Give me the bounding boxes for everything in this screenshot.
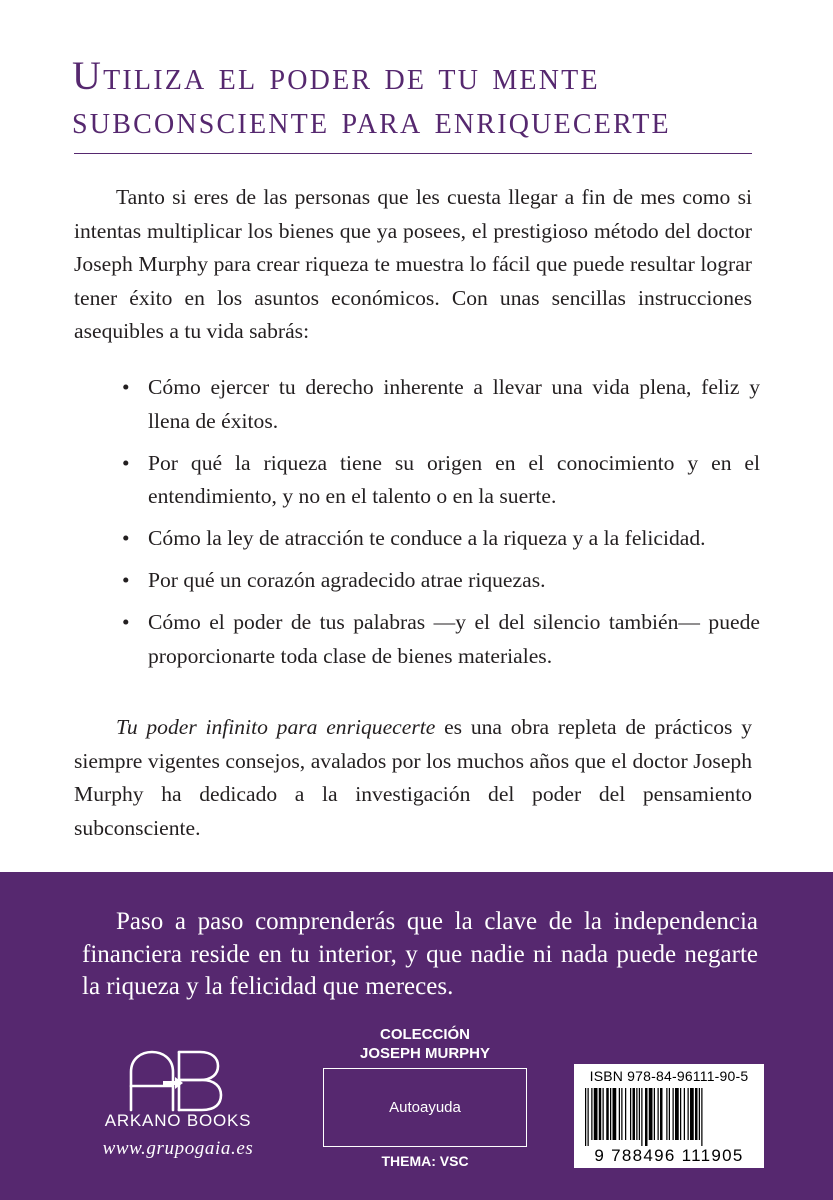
barcode-bar — [625, 1088, 626, 1140]
barcode-bar — [641, 1088, 642, 1146]
barcode-bar — [603, 1088, 604, 1140]
barcode-bar — [649, 1088, 653, 1140]
collection-line-1: COLECCIÓN — [380, 1026, 470, 1043]
collection-label — [320, 1025, 530, 1063]
barcode-bar — [594, 1088, 598, 1140]
publisher-name: ARKANO BOOKS — [104, 1111, 252, 1130]
barcode-bar — [688, 1088, 689, 1140]
barcode-bar — [606, 1088, 609, 1140]
barcode-bar — [591, 1088, 592, 1140]
closing-text: es una obra repleta de prácticos y siempre vigentes consejos, avalados por los muchos años que el doctor Joseph Murphy ha dedicado a la investigación del poder del pensamiento subconsciente. — [74, 715, 753, 840]
barcode-bar — [680, 1088, 681, 1140]
barcode-bar — [701, 1088, 702, 1146]
barcode-bar — [621, 1088, 622, 1140]
list-item: • Por qué un corazón agradecido atrae riquezas. — [120, 564, 760, 598]
list-item: • Cómo ejercer tu derecho inherente a llevar una vida plena, feliz y llena de éxitos. — [120, 371, 760, 438]
barcode-bar — [660, 1088, 663, 1140]
barcode-bar — [684, 1088, 685, 1140]
barcode-bar — [613, 1088, 617, 1140]
genre-box — [323, 1068, 527, 1147]
barcode-bar — [695, 1088, 698, 1140]
intro-paragraph: Tanto si eres de las personas que les cuesta llegar a fin de mes como si intentas multiplicar los bienes que ya posees, el prestigioso método del doctor Joseph Murphy para crear riqueza te muestra lo fácil que puede resultar lograr tener éxito en los asuntos económicos. Con unas sencillas instrucciones asequibles a tu vida sabrás: — [74, 185, 752, 343]
barcode-bar — [610, 1088, 611, 1140]
list-item: • Por qué la riqueza tiene su origen en el conocimiento y en el entendimiento, y no en el talento o en la suerte. — [120, 447, 760, 514]
arkano-books-logo-icon — [128, 1050, 224, 1112]
barcode-bar — [585, 1088, 586, 1146]
barcode-bar — [588, 1088, 589, 1146]
barcode-bar — [636, 1088, 637, 1140]
headline-line-2: subconsciente para enriquecerte — [72, 97, 671, 142]
headline-divider — [74, 153, 752, 154]
barcode-bar — [619, 1088, 620, 1140]
list-item: • Cómo el poder de tus palabras —y el del silencio también— puede proporcionarte toda clase de bienes materiales. — [120, 606, 760, 673]
barcode-bar — [645, 1088, 648, 1146]
list-item: • Cómo la ley de atracción te conduce a la riqueza y a la felicidad. — [120, 522, 760, 556]
tagline-paragraph: Paso a paso comprenderás que la clave de la independencia financiera reside en tu interior, y que nadie ni nada puede negarte la riqueza y la felicidad que mereces. — [82, 908, 758, 1000]
publisher-website: www.grupogaia.es — [102, 1138, 254, 1159]
thema-code: THEMA: VSC — [381, 1153, 469, 1169]
barcode-bar — [599, 1088, 602, 1140]
barcode-bar — [666, 1088, 667, 1140]
barcode-bar — [669, 1088, 670, 1140]
barcode-bar — [690, 1088, 694, 1140]
isbn-label: ISBN 978-84-96111-90-5 — [589, 1068, 749, 1084]
genre-label: Autoayuda — [389, 1099, 461, 1116]
benefits-list — [120, 371, 760, 682]
barcode-bar — [633, 1088, 636, 1140]
barcode-bar — [658, 1088, 659, 1140]
collection-line-2: JOSEPH MURPHY — [359, 1045, 491, 1062]
isbn-barcode-panel — [574, 1064, 764, 1168]
headline-line-1: Utiliza el poder de tu mente — [72, 53, 600, 98]
barcode-bar — [639, 1088, 640, 1140]
barcode-bar — [699, 1088, 700, 1140]
barcode-bar — [654, 1088, 655, 1140]
book-title: Tu poder infinito para enriquecerte — [116, 715, 436, 739]
barcode-icon — [581, 1088, 757, 1146]
isbn-digits: 9 788496 111905 — [594, 1146, 744, 1165]
back-cover-headline — [72, 54, 772, 142]
barcode-bar — [630, 1088, 631, 1140]
closing-paragraph — [74, 711, 752, 845]
barcode-bar — [673, 1088, 674, 1140]
barcode-bar — [675, 1088, 679, 1140]
